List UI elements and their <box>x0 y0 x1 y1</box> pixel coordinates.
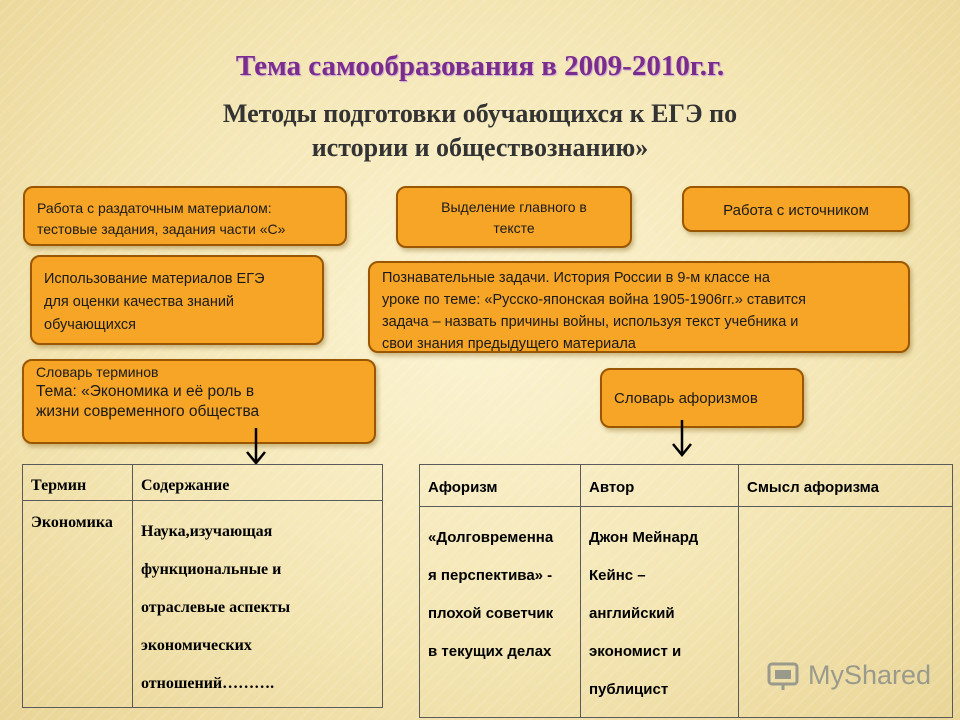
author-line-1: Джон Мейнард <box>589 529 699 546</box>
terms-dictionary-title: Словарь терминов <box>36 364 159 380</box>
aphorisms-header-author: Автор <box>581 465 739 507</box>
content-line-2: функциональные и <box>141 561 282 578</box>
down-arrow-icon <box>670 420 694 458</box>
aphorism-line-4: в текущих делах <box>428 643 552 660</box>
content-line-4: экономических <box>141 637 252 654</box>
ege-line-1: Использование материалов ЕГЭ <box>44 271 265 287</box>
terms-dictionary-box <box>22 359 376 444</box>
handout-line-1: Работа с раздаточным материалом: <box>37 200 272 216</box>
aphorism-line-1: «Долговременна <box>428 529 554 546</box>
terms-table <box>22 464 383 708</box>
aphorisms-dictionary-label: Словарь афоризмов <box>614 390 758 407</box>
content-line-5: отношений………. <box>141 675 275 692</box>
terms-header-term: Термин <box>23 465 133 501</box>
main-idea-line-1: Выделение главного в <box>441 199 587 215</box>
content-line-1: Наука,изучающая <box>141 523 273 540</box>
table-header-row <box>420 465 953 507</box>
watermark-text: MyShared <box>808 660 932 690</box>
author-cell <box>581 507 739 718</box>
author-line-3: английский <box>589 605 675 622</box>
aphorisms-dictionary-box <box>600 368 804 428</box>
handout-line-2: тестовые задания, задания части «С» <box>37 221 286 237</box>
ege-materials-box <box>30 255 324 345</box>
source-work-box <box>682 186 910 232</box>
source-work-label: Работа с источником <box>723 202 869 219</box>
slide-title: Тема самообразования в 2009-2010г.г. <box>235 50 725 82</box>
slide-subtitle <box>120 97 840 165</box>
ege-line-2: для оценки качества знаний <box>44 294 235 310</box>
cognitive-line-2: уроке по теме: «Русско-японская война 1905-1906гг.» ставится <box>382 292 806 308</box>
cognitive-line-3: задача – назвать причины войны, используя текст учебника и <box>382 314 799 330</box>
down-arrow-icon <box>244 428 268 466</box>
terms-topic-line-1: Тема: «Экономика и её роль в <box>36 383 255 400</box>
aphorisms-header-aphorism: Афоризм <box>420 465 581 507</box>
aphorism-line-3: плохой советчик <box>428 605 554 622</box>
terms-topic-line-2: жизни современного общества <box>36 403 260 420</box>
term-content-cell <box>133 501 383 708</box>
content-line-3: отраслевые аспекты <box>141 599 291 616</box>
table-header-row <box>23 465 383 501</box>
term-cell: Экономика <box>23 501 133 708</box>
cognitive-line-4: свои знания предыдущего материала <box>382 336 636 352</box>
terms-header-content: Содержание <box>133 465 383 501</box>
myshared-logo-icon <box>766 658 802 692</box>
myshared-watermark <box>766 656 956 694</box>
main-idea-box <box>396 186 632 248</box>
handout-work-box <box>23 186 347 246</box>
main-idea-line-2: тексте <box>493 220 535 236</box>
table-row <box>23 501 383 708</box>
cognitive-line-1: Познавательные задачи. История России в 9-м классе на <box>382 270 770 286</box>
aphorism-line-2: я перспектива» - <box>428 567 553 584</box>
aphorism-cell <box>420 507 581 718</box>
author-line-4: экономист и <box>589 643 682 660</box>
ege-line-3: обучающихся <box>44 317 137 333</box>
subtitle-line-2: истории и обществознанию» <box>311 133 649 162</box>
cognitive-tasks-box <box>368 261 910 353</box>
subtitle-line-1: Методы подготовки обучающихся к ЕГЭ по <box>222 99 738 128</box>
author-line-5: публицист <box>589 681 669 698</box>
aphorisms-header-meaning: Смысл афоризма <box>739 465 953 507</box>
author-line-2: Кейнс – <box>589 567 646 584</box>
